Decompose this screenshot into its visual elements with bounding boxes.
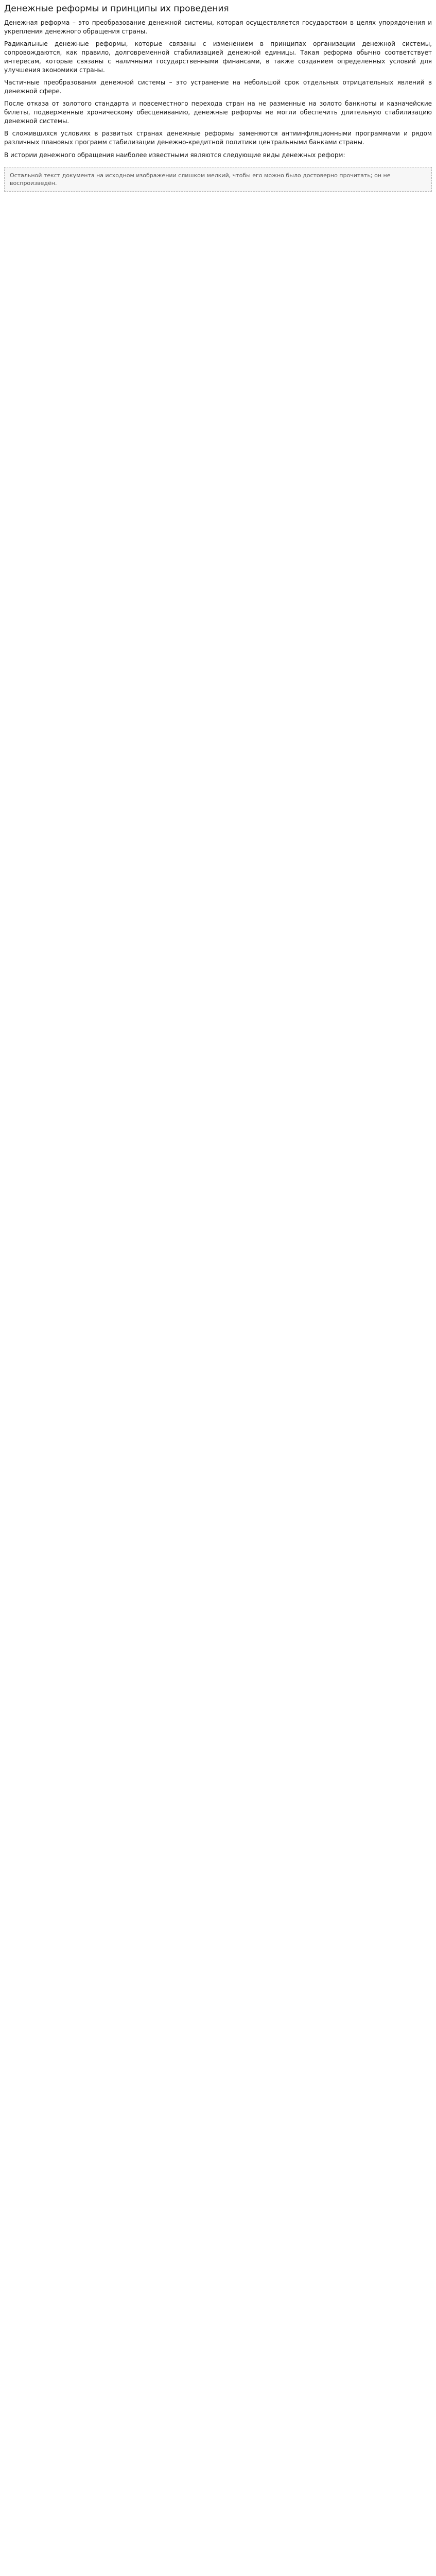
paragraph: В сложившихся условиях в развитых странах денежные реформы заменяются антиинфляционными программами и рядом различных плановых программ стабилизации денежно-кредитной политики центральными банками страны. bbox=[4, 130, 432, 146]
paragraph: Частичные преобразования денежной системы – это устранение на небольшой срок отдельных отрицательных явлений в денежной сфере. bbox=[4, 79, 432, 95]
document-page bbox=[0, 0, 436, 197]
paragraph: Денежная реформа – это преобразование денежной системы, которая осуществляется государством в целях упорядочения и укрепления денежного обращения страны. bbox=[4, 19, 432, 36]
document-body bbox=[4, 19, 432, 159]
page-title: Денежные реформы и принципы их проведения bbox=[4, 4, 229, 14]
paragraph: Радикальные денежные реформы, которые связаны с изменением в принципах организации денежной системы, сопровождаются, как правило, долговременной стабилизацией денежной единицы. Такая реформа обычно соответствует интересам, которые связаны с наличными государственными финансами, в также созданием определенных условий для улучшения экономики страны. bbox=[4, 40, 432, 74]
paragraph: В истории денежного обращения наиболее известными являются следующие виды денежных реформ: bbox=[4, 151, 345, 159]
illegible-notice: Остальной текст документа на исходном изображении слишком мелкий, чтобы его можно было достоверно прочитать; он не воспроизведён. bbox=[4, 167, 432, 192]
paragraph: После отказа от золотого стандарта и повсеместного перехода стран на не разменные на золото банкноты и казначейские билеты, подверженные хроническому обесцениванию, денежные реформы не могли обеспечить длительную стабилизацию денежной системы. bbox=[4, 100, 432, 125]
